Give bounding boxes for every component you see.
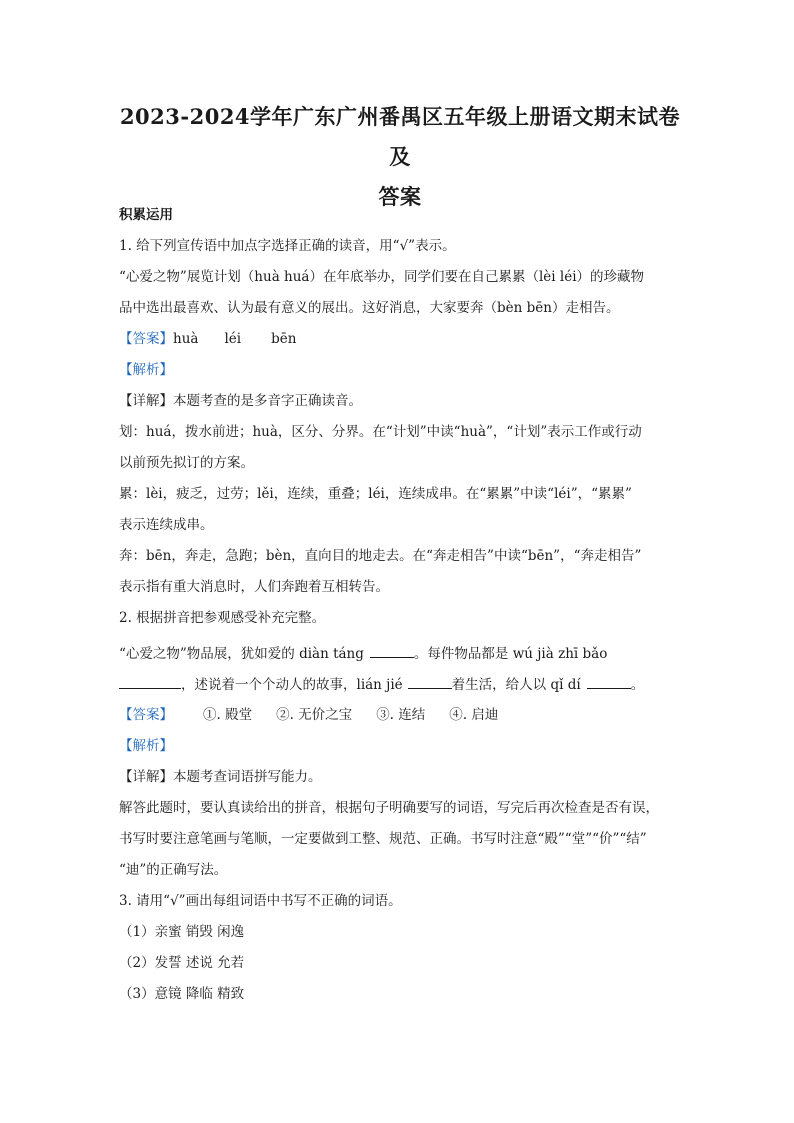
fill-blank[interactable] (370, 643, 414, 658)
q2-text-1b: 。每件物品都是 wú jià zhī bǎo (413, 646, 608, 662)
detail-tag: 【详解】 (119, 769, 173, 785)
q2-text-2a: ，述说着一个个动人的故事，lián jié (181, 677, 403, 693)
q1-answer-1: huà (173, 331, 199, 347)
q3-group-3: （3）意镜 降临 精致 (119, 986, 245, 1002)
fill-blank[interactable] (408, 674, 452, 689)
q1-explain-2b: 表示连续成串。 (119, 517, 214, 533)
q1-explain-3b: 表示指有重大消息时，人们奔跑着互相转告。 (119, 579, 389, 595)
q2-explain-3: “迪”的正确写法。 (119, 862, 228, 878)
fill-blank[interactable] (587, 674, 631, 689)
q1-stem: 1. 给下列宣传语中加点字选择正确的读音，用“√”表示。 (119, 238, 456, 254)
document-title (110, 97, 690, 217)
q1-explain-2a: 累：lèi，疲乏，过劳；lěi，连续，重叠；léi，连续成串。在“累累”中读“léi”，“累累” (119, 486, 632, 502)
q2-detail-text: 本题考查词语拼写能力。 (173, 769, 322, 785)
title-line-2: 答案 (378, 184, 422, 209)
q1-analysis-tag: 【解析】 (119, 362, 173, 378)
q2-explain-1: 解答此题时，要认真读给出的拼音，根据句子明确要写的词语，写完后再次检查是否有误， (119, 800, 659, 816)
q2-explain-2: 书写时要注意笔画与笔顺，一定要做到工整、规范、正确。书写时注意“殿”“堂”“价”“结” (119, 831, 647, 847)
q2-text-2c: 。 (630, 677, 645, 693)
q2-detail (119, 767, 689, 787)
answer-tag: 【答案】 (119, 331, 173, 347)
q1-explain-3a: 奔：bēn，奔走，急跑；bèn，直向目的地走去。在“奔走相告”中读“bēn”，“奔走相告” (119, 548, 642, 564)
q1-answer-row (119, 329, 689, 349)
q3-group-1: （1）亲蜜 销毁 闲逸 (119, 924, 245, 940)
q2-stem: 2. 根据拼音把参观感受补充完整。 (119, 610, 326, 626)
q2-answer-3: ③. 连结 (376, 707, 426, 723)
q3-group-2: （2）发誓 述说 允若 (119, 955, 245, 971)
q2-answer-1: ①. 殿堂 (203, 707, 253, 723)
fill-blank[interactable] (119, 674, 181, 689)
q2-text-2b: 着生活，给人以 qǐ dí (451, 677, 581, 693)
q1-detail (119, 391, 689, 411)
q1-answer-2: léi (224, 331, 242, 347)
q1-answer-3: bēn (271, 331, 297, 347)
q2-line-2 (119, 674, 689, 695)
title-line-1: 2023-2024学年广东广州番禺区五年级上册语文期末试卷及 (119, 104, 681, 169)
q2-analysis-tag: 【解析】 (119, 738, 173, 754)
q1-detail-text: 本题考查的是多音字正确读音。 (173, 393, 362, 409)
q2-answer-2: ②. 无价之宝 (276, 707, 353, 723)
section-heading: 积累运用 (119, 207, 173, 223)
q2-answer-4: ④. 启迪 (449, 707, 499, 723)
q1-passage-line-2: 品中选出最喜欢、认为最有意义的展出。这好消息，大家要奔（bèn bēn）走相告。 (119, 300, 620, 316)
detail-tag: 【详解】 (119, 393, 173, 409)
q3-stem: 3. 请用“√”画出每组词语中书写不正确的词语。 (119, 893, 402, 909)
q2-text-1a: “心爱之物”物品展，犹如爱的 diàn táng (119, 646, 364, 662)
q2-line-1 (119, 643, 689, 664)
q2-answer-row (119, 705, 689, 725)
q1-passage-line-1: “心爱之物”展览计划（huà huá）在年底举办，同学们要在自己累累（lèi léi）的珍藏物 (119, 269, 645, 285)
answer-tag: 【答案】 (119, 707, 173, 723)
q1-explain-1b: 以前预先拟订的方案。 (119, 455, 254, 471)
q1-explain-1a: 划：huá，拨水前进；huà，区分、分界。在“计划”中读“huà”，“计划”表示工作或行动 (119, 424, 642, 440)
